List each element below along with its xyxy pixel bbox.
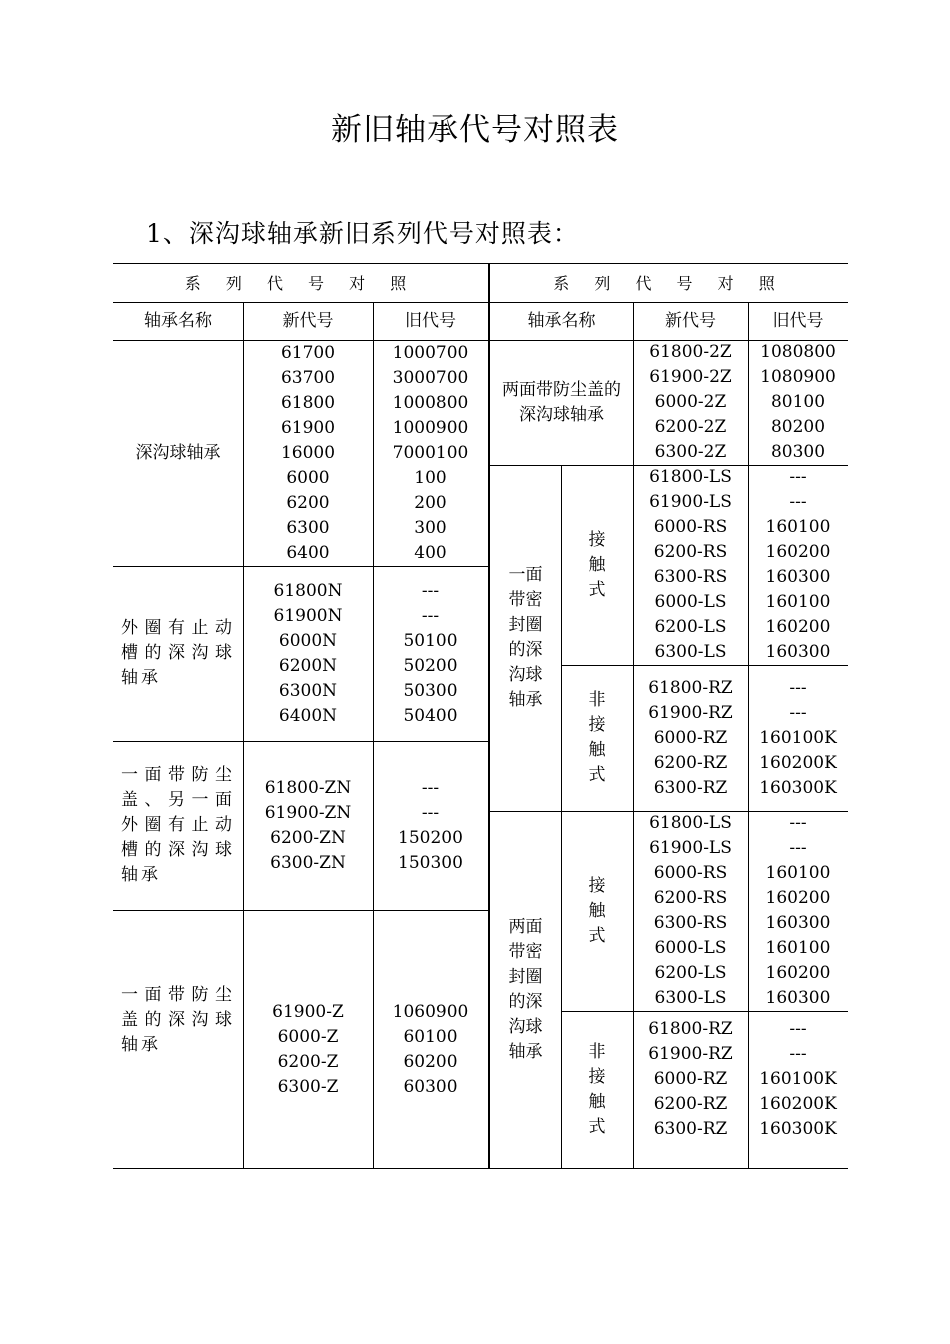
left-group-4-old: 1060900 60100 60200 60300 bbox=[392, 1002, 469, 1097]
right-seal-one-noncontact-old: --- --- 160100K 160200K 160300K bbox=[759, 677, 837, 798]
right-seal-two-contact-new: 61800-LS 61900-LS 6000-RS 6200-RS 6300-RS 6000-LS 6200-LS 6300-LS bbox=[649, 813, 732, 1008]
right-seal-two-contact-old: --- --- 160100 160200 160300 160100 160200 160300 bbox=[765, 813, 831, 1008]
right-dust-new: 61800-2Z 61900-2Z 6000-2Z 6200-2Z 6300-2Z bbox=[649, 342, 732, 462]
right-seal-one-contact-new: 61800-LS 61900-LS 6000-RS 6200-RS 6300-RS 6000-LS 6200-LS 6300-LS bbox=[649, 467, 732, 662]
right-seal-one-noncontact-label: 非 接 触 式 bbox=[588, 690, 606, 785]
bearing-code-table bbox=[113, 263, 848, 1169]
right-seal-two-noncontact-new: 61800-RZ 61900-RZ 6000-RZ 6200-RZ 6300-RZ bbox=[648, 1019, 733, 1139]
right-seal-one-contact-old: --- --- 160100 160200 160300 160100 160200 160300 bbox=[765, 467, 831, 662]
right-col-old: 旧代号 bbox=[772, 310, 824, 331]
right-seal-two-name: 两面 带密 封圈 的深 沟球 轴承 bbox=[508, 916, 543, 1062]
right-col-name: 轴承名称 bbox=[527, 310, 596, 331]
left-group-3-old: --- --- 150200 150300 bbox=[398, 777, 463, 873]
right-seal-two-noncontact-old: --- --- 160100K 160200K 160300K bbox=[759, 1019, 837, 1139]
left-group-2-new: 61800N 61900N 6000N 6200N 6300N 6400N bbox=[273, 580, 343, 726]
right-seal-one-noncontact-new: 61800-RZ 61900-RZ 6000-RZ 6200-RZ 6300-RZ bbox=[648, 677, 733, 798]
right-dust-name: 两面带防尘盖的深沟球轴承 bbox=[502, 379, 621, 425]
page-title: 新旧轴承代号对照表 bbox=[331, 112, 619, 148]
left-col-old: 旧代号 bbox=[405, 310, 456, 331]
right-header: 系 列 代 号 对 照 bbox=[553, 273, 785, 293]
left-col-new: 新代号 bbox=[282, 310, 334, 331]
left-group-1-old: 1000700 3000700 1000800 1000900 7000100 100 200 300 400 bbox=[392, 342, 469, 563]
right-dust-old: 1080800 1080900 80100 80200 80300 bbox=[760, 342, 836, 462]
left-group-1-name: 深沟球轴承 bbox=[135, 442, 221, 463]
right-seal-one-contact-label: 接 触 式 bbox=[588, 529, 606, 600]
left-group-4-name: 一面带防尘盖的深沟球轴承 bbox=[121, 984, 235, 1055]
left-col-name: 轴承名称 bbox=[144, 310, 212, 331]
left-group-3-new: 61800-ZN 61900-ZN 6200-ZN 6300-ZN bbox=[264, 777, 352, 873]
right-table bbox=[490, 264, 848, 1168]
left-group-3-name: 一面带防尘盖、另一面外圈有止动槽的深沟球轴承 bbox=[121, 765, 235, 885]
left-header: 系 列 代 号 对 照 bbox=[184, 273, 417, 293]
left-group-4-new: 61900-Z 6000-Z 6200-Z 6300-Z bbox=[272, 1002, 344, 1097]
right-seal-two-noncontact-label: 非 接 触 式 bbox=[588, 1041, 606, 1137]
right-col-new: 新代号 bbox=[665, 310, 716, 331]
left-table bbox=[113, 264, 490, 1168]
right-seal-two-contact-label: 接 触 式 bbox=[588, 875, 606, 946]
left-group-1-new: 61700 63700 61800 61900 16000 6000 6200 6300 6400 bbox=[280, 342, 336, 563]
left-group-2-name: 外圈有止动槽的深沟球轴承 bbox=[121, 618, 235, 688]
section-title: 1、深沟球轴承新旧系列代号对照表： bbox=[146, 219, 579, 248]
left-group-2-old: --- --- 50100 50200 50300 50400 bbox=[403, 580, 458, 726]
right-seal-one-name: 一面 带密 封圈 的深 沟球 轴承 bbox=[508, 565, 543, 710]
